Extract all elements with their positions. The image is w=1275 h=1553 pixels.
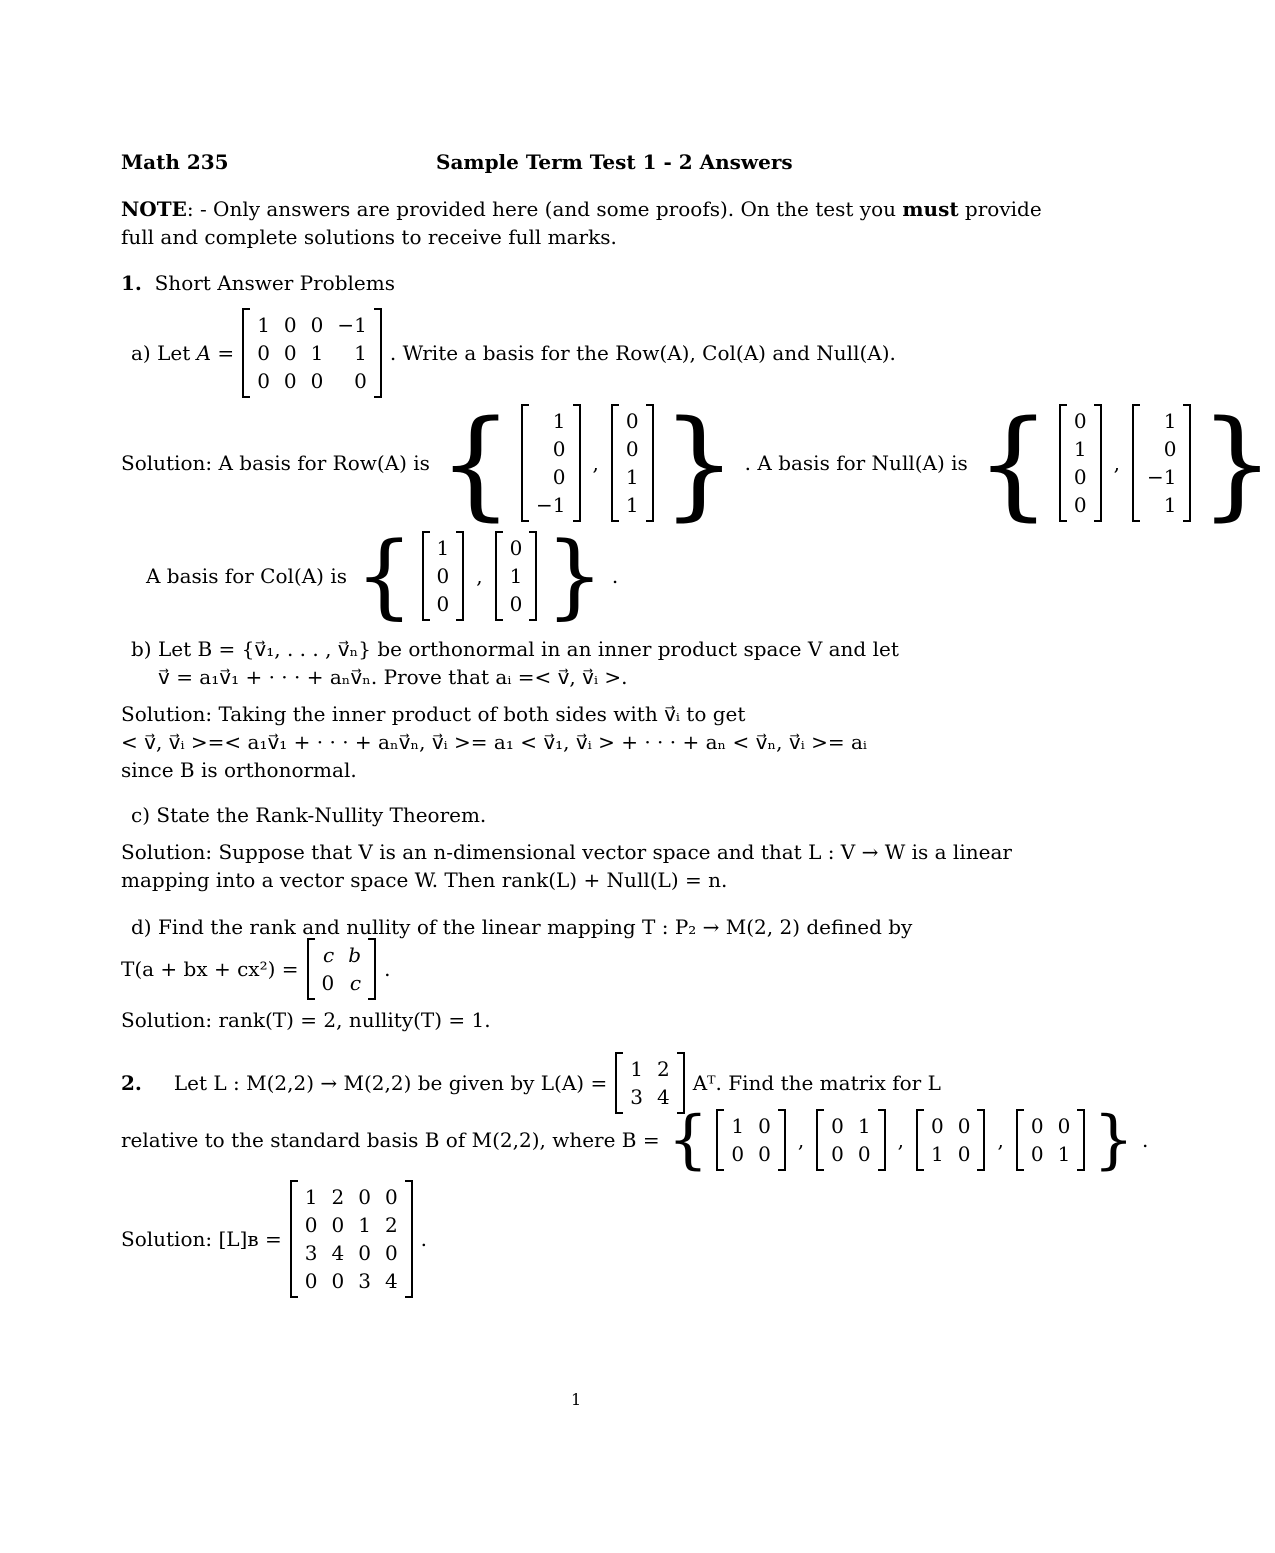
matrix-entry: 0 [1030, 1142, 1044, 1166]
matrix-entry: 0 [1163, 437, 1177, 461]
matrix-entry: 0 [304, 1269, 318, 1293]
matrix-row [619, 491, 646, 519]
matrix-row [315, 941, 369, 969]
q1-number: 1. [121, 271, 142, 295]
matrix-entry: 4 [656, 1085, 670, 1109]
matrix-row [298, 1183, 405, 1211]
matrix-entry: 2 [384, 1213, 398, 1237]
matrix-row [430, 534, 457, 562]
left-brace: { [437, 394, 514, 532]
q1d-lhs: T(a + bx + cx²) = [121, 957, 299, 981]
matrix-entry: 0 [731, 1142, 745, 1166]
matrix-row [1140, 463, 1183, 491]
q1a-statement [131, 308, 896, 398]
matrix-row [529, 407, 572, 435]
q2-solution: Solution: [L]ʙ = 1 2 0 0 0 0 1 2 3 4 0 0 0 0 3 4 . [121, 1180, 427, 1298]
matrix-entry: 0 [358, 1185, 371, 1209]
matrix-row [724, 1112, 777, 1140]
matrix-entry: 0 [758, 1114, 771, 1138]
matrix-entry: 1 [354, 341, 367, 365]
matrix-entry: −1 [1146, 465, 1177, 489]
q2-statement-line1 [121, 1052, 941, 1114]
matrix-entry: 1 [625, 465, 639, 489]
matrix-entry: 0 [957, 1114, 971, 1138]
note [121, 197, 1042, 221]
matrix-entry: 0 [436, 592, 450, 616]
q1-title: Short Answer Problems [154, 271, 395, 295]
matrix-l-b [290, 1180, 413, 1298]
row-basis-vector-1 [521, 404, 580, 522]
matrix-row [250, 367, 374, 395]
matrix-row [529, 491, 572, 519]
matrix-entry: 1 [1073, 437, 1087, 461]
note-text-a: : - Only answers are provided here (and some proofs). On the test you [186, 197, 903, 221]
q1c-statement: c) State the Rank-Nullity Theorem. [131, 803, 487, 827]
matrix-entry: 0 [831, 1114, 844, 1138]
matrix-entry: 3 [358, 1269, 371, 1293]
note-line2: full and complete solutions to receive full marks. [121, 225, 617, 249]
right-brace: } [1093, 1103, 1135, 1177]
q1a-solution-col: A basis for Col(A) is { 1 0 0 , 0 1 0 } . [146, 522, 619, 629]
q1a-solution-row-null: Solution: A basis for Row(A) is { 1 0 0 −1 , 0 0 1 1 } . A basis for Null(A) is { 0 1 0 0 , 1 0 −1 1 } [121, 394, 1275, 532]
matrix-row [824, 1112, 877, 1140]
matrix-entry: 0 [552, 437, 566, 461]
matrix-entry: 1 [1163, 493, 1177, 517]
null-basis-vector-1 [1059, 404, 1102, 522]
matrix-row [529, 435, 572, 463]
matrix-entry: 0 [758, 1142, 771, 1166]
row-basis-vector-2 [611, 404, 654, 522]
matrix-row [724, 1140, 777, 1168]
matrix-entry: 0 [1073, 465, 1087, 489]
note-label: NOTE [121, 197, 187, 221]
matrix-entry: 0 [257, 341, 270, 365]
row-basis-label: Solution: A basis for Row(A) is [121, 451, 430, 475]
null-basis-vector-2 [1132, 404, 1191, 522]
col-basis-label: A basis for Col(A) is [146, 564, 347, 588]
matrix-entry: 0 [283, 369, 297, 393]
matrix-entry: −1 [536, 493, 566, 517]
matrix-row [529, 463, 572, 491]
matrix-row [619, 407, 646, 435]
matrix-row [619, 463, 646, 491]
matrix-entry: 0 [331, 1213, 345, 1237]
matrix-entry: 0 [436, 564, 450, 588]
note-emphasis: must [902, 197, 959, 221]
left-brace: { [975, 394, 1051, 532]
matrix-entry: 0 [625, 409, 639, 433]
matrix-entry: 0 [304, 1213, 318, 1237]
matrix-entry: c [323, 943, 335, 967]
matrix-entry: 3 [630, 1085, 643, 1109]
matrix-entry: 1 [1163, 409, 1177, 433]
matrix-row [1140, 491, 1183, 519]
matrix-entry: 0 [358, 1241, 371, 1265]
matrix-entry: 0 [283, 341, 297, 365]
matrix-entry: 1 [625, 493, 639, 517]
matrix-entry: 0 [625, 437, 639, 461]
note-text-b: provide [958, 197, 1042, 221]
basis-matrix-4 [1016, 1109, 1085, 1171]
matrix-row [503, 590, 530, 618]
matrix-entry: 1 [1057, 1142, 1071, 1166]
matrix-row [1140, 407, 1183, 435]
q1d-solution: Solution: rank(T) = 2, nullity(T) = 1. [121, 1008, 491, 1032]
matrix-row [1067, 463, 1094, 491]
matrix-entry: 3 [304, 1241, 318, 1265]
q2-text2: Aᵀ. Find the matrix for L [692, 1071, 941, 1095]
matrix-row [1067, 407, 1094, 435]
q2-solution-label: Solution: [L]ʙ = [121, 1227, 282, 1251]
q2-text3: relative to the standard basis B of M(2,2), where B = [121, 1128, 660, 1152]
matrix-row [298, 1267, 405, 1295]
col-basis-vector-1 [422, 531, 465, 621]
right-brace: } [661, 394, 737, 532]
matrix-row [1024, 1140, 1077, 1168]
matrix-entry: 0 [1073, 493, 1087, 517]
matrix-entry: 0 [857, 1142, 871, 1166]
q1b-line1: b) Let B = {v⃗₁, . . . , v⃗ₙ} be orthonormal in an inner product space V and let [131, 637, 899, 661]
matrix-entry: 4 [384, 1269, 398, 1293]
matrix-row [619, 435, 646, 463]
matrix-entry: 1 [931, 1142, 944, 1166]
q1b-solution-line1: Solution: Taking the inner product of both sides with v⃗ᵢ to get [121, 702, 746, 726]
basis-matrix-2 [816, 1109, 885, 1171]
right-brace: } [1199, 394, 1275, 532]
matrix-entry: c [349, 971, 362, 995]
matrix-a [242, 308, 382, 398]
matrix-entry: 1 [630, 1057, 643, 1081]
matrix-row [623, 1055, 676, 1083]
matrix-entry: 0 [552, 465, 566, 489]
left-brace: { [667, 1103, 709, 1177]
matrix-entry: 1 [731, 1114, 745, 1138]
matrix-row [503, 562, 530, 590]
matrix-entry: 0 [257, 369, 270, 393]
matrix-entry: 0 [1057, 1114, 1071, 1138]
matrix-row [298, 1211, 405, 1239]
matrix-row [824, 1140, 877, 1168]
q1a-suffix: . Write a basis for the Row(A), Col(A) and Null(A). [389, 341, 896, 365]
q1c-solution-line1: Solution: Suppose that V is an n-dimensional vector space and that L : V → W is a linear [121, 840, 1012, 864]
matrix-entry: 0 [310, 313, 324, 337]
left-brace: { [354, 522, 414, 629]
matrix-entry: 0 [354, 369, 367, 393]
q1b-solution-line2: < v⃗, v⃗ᵢ >=< a₁v⃗₁ + · · · + aₙv⃗ₙ, v⃗ᵢ >= a₁ < v⃗₁, v⃗ᵢ > + · · · + aₙ < v⃗ₙ, v⃗ᵢ >= aᵢ [121, 730, 867, 754]
matrix-row [315, 969, 369, 997]
q1b-line2: v⃗ = a₁v⃗₁ + · · · + aₙv⃗ₙ. Prove that aᵢ =< v⃗, v⃗ᵢ >. [158, 665, 628, 689]
matrix-row [250, 311, 374, 339]
matrix-entry: 1 [436, 536, 450, 560]
matrix-row [1067, 491, 1094, 519]
matrix-row [924, 1140, 977, 1168]
matrix-entry: 4 [331, 1241, 345, 1265]
q1a-eq: = [211, 341, 235, 365]
matrix-entry: 0 [310, 369, 324, 393]
right-brace: } [545, 522, 604, 629]
matrix-row [1140, 435, 1183, 463]
matrix-t-image [307, 938, 377, 1000]
matrix-entry: 0 [1073, 409, 1087, 433]
matrix-row [503, 534, 530, 562]
matrix-entry: 0 [1030, 1114, 1044, 1138]
q1d-statement: d) Find the rank and nullity of the linear mapping T : P₂ → M(2, 2) defined by [131, 915, 913, 939]
matrix-entry: b [348, 943, 362, 967]
matrix-entry: 1 [304, 1185, 318, 1209]
matrix-entry: 0 [831, 1142, 844, 1166]
q1a-var: A [196, 341, 212, 365]
matrix-entry: 1 [257, 313, 270, 337]
matrix-entry: 2 [331, 1185, 345, 1209]
matrix-entry: 0 [321, 971, 335, 995]
matrix-entry: 0 [509, 592, 523, 616]
matrix-entry: 0 [331, 1269, 345, 1293]
matrix-row [250, 339, 374, 367]
page-number: 1 [571, 1390, 582, 1409]
document-title: Sample Term Test 1 - 2 Answers [436, 150, 793, 174]
q1b-solution-line3: since B is orthonormal. [121, 758, 357, 782]
matrix-row [298, 1239, 405, 1267]
matrix-row [1024, 1112, 1077, 1140]
col-basis-vector-2 [495, 531, 538, 621]
q1d-definition: T(a + bx + cx²) = c b 0 c . [121, 938, 390, 1000]
matrix-entry: 0 [384, 1241, 398, 1265]
q2-statement-line2: relative to the standard basis B of M(2,2), where B = { 1 0 0 0 , 0 1 0 0 , 0 0 1 0 , 0 0 0 1 } . [121, 1103, 1149, 1177]
matrix-entry: 0 [509, 536, 523, 560]
matrix-entry: −1 [337, 313, 367, 337]
basis-matrix-3 [916, 1109, 985, 1171]
matrix-row [430, 590, 457, 618]
q2-text1: Let L : M(2,2) → M(2,2) be given by L(A) = [173, 1071, 608, 1095]
matrix-row [430, 562, 457, 590]
matrix-entry: 2 [656, 1057, 670, 1081]
matrix-entry: 1 [509, 564, 523, 588]
matrix-entry: 1 [358, 1213, 371, 1237]
q2-number: 2. [121, 1071, 142, 1095]
matrix-entry: 0 [384, 1185, 398, 1209]
course-title: Math 235 [121, 150, 229, 174]
matrix-entry: 0 [283, 313, 297, 337]
matrix-entry: 0 [931, 1114, 944, 1138]
matrix-row [924, 1112, 977, 1140]
null-basis-label: . A basis for Null(A) is [744, 451, 968, 475]
q1a-prefix: a) Let [131, 341, 197, 365]
q1c-solution-line2: mapping into a vector space W. Then rank(L) + Null(L) = n. [121, 868, 728, 892]
matrix-row [1067, 435, 1094, 463]
matrix-entry: 0 [957, 1142, 971, 1166]
matrix-entry: 1 [552, 409, 566, 433]
matrix-entry: 1 [857, 1114, 871, 1138]
basis-matrix-1 [716, 1109, 785, 1171]
matrix-entry: 1 [310, 341, 324, 365]
q1-heading [121, 271, 395, 295]
